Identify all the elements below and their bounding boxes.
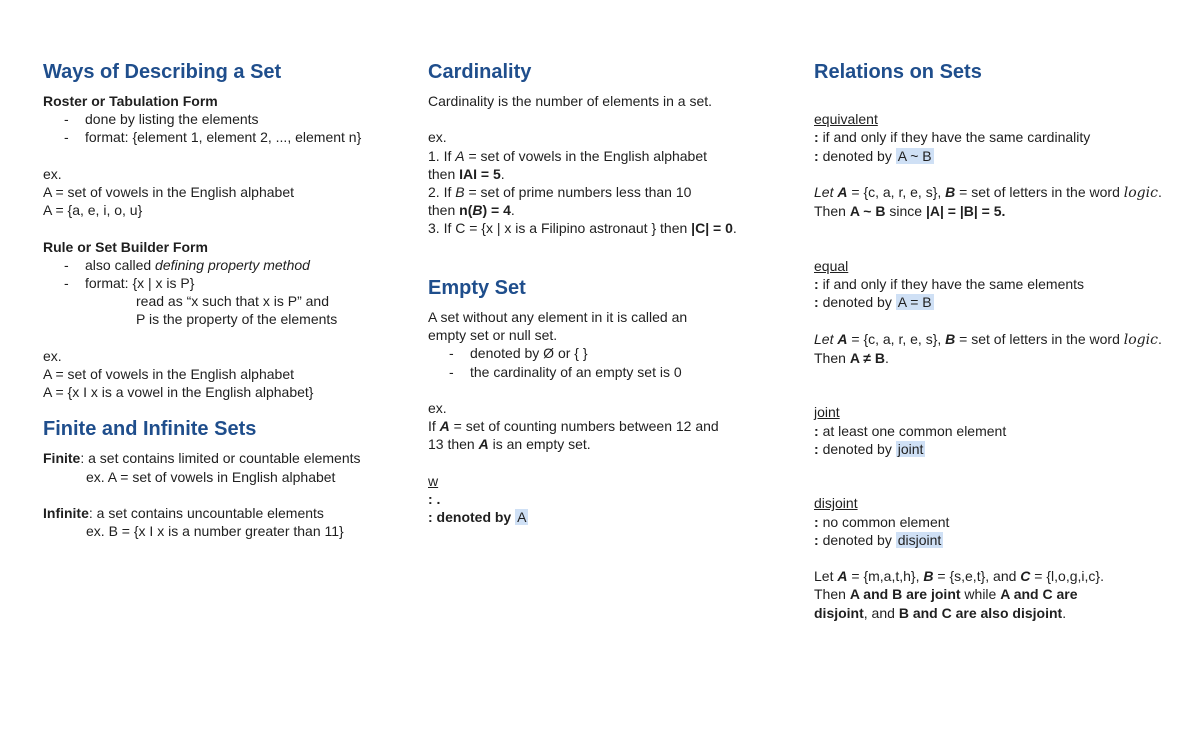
column-cardinality [428,58,788,526]
final-example-3: disjoint, and B and C are also disjoint. [814,604,1067,621]
cardinality-ex-2: 2. If B = set of prime numbers less than 10 [428,184,692,200]
equal-example-1: Let A = {c, a, r, e, s}, B = set of letters in the word logic. [814,330,1162,348]
empty-set-def-1: A set without any element in it is called an [428,308,688,325]
rule-ex-line-2: A = {x I x is a vowel in the English alphabet} [43,384,314,401]
roster-ex-line-1: A = set of vowels in the English alphabet [43,184,294,200]
equivalent-denoted: : denoted by A ~ B [814,147,932,164]
rule-read-line-1: read as “x such that x is P” and [136,293,329,310]
joint-def: : at least one common element [814,422,1007,439]
cardinality-intro: Cardinality is the number of elements in a set. [428,93,713,109]
roster-bullet-2: - format: {element 1, element 2, ..., element n} [43,128,403,146]
rule-bullet-1: - also called defining property method [43,256,403,274]
disjoint-denoted: : denoted by disjoint [814,531,942,548]
equal-example-2: Then A ≠ B. [814,349,889,366]
equivalent-example-2: Then A ~ B since |A| = |B| = 5. [814,203,1006,220]
empty-set-def-2: empty set or null set. [428,327,558,344]
w-colon: : . [428,490,441,507]
equivalent-term: equivalent [814,111,878,128]
final-example-1: Let A = {m,a,t,h}, B = {s,e,t}, and C = {l,o,g,i,c}. [814,568,1104,585]
roster-title: Roster or Tabulation Form [43,93,218,109]
final-example-2: Then A and B are joint while A and C are [814,586,1078,603]
equivalent-def: : if and only if they have the same cardinality [814,129,1091,146]
infinite-example: ex. B = {x I x is a number greater than 11} [86,523,344,540]
empty-ex-line-2: 13 then A is an empty set. [428,436,591,453]
w-denoted: : denoted by A [428,509,527,526]
rule-ex-label: ex. [43,347,62,364]
rule-title: Rule or Set Builder Form [43,238,208,255]
empty-ex-line-1: If A = set of counting numbers between 12 and [428,418,719,435]
roster-ex-label: ex. [43,165,62,182]
equal-denoted: : denoted by A = B [814,294,932,311]
disjoint-term: disjoint [814,495,858,512]
rule-read-line-2: P is the property of the elements [136,311,338,328]
w-symbol: A [517,509,527,526]
infinite-definition: Infinite: a set contains uncountable elements [43,505,324,521]
disjoint-def: : no common element [814,513,950,530]
section-heading-finite: Finite and Infinite Sets [43,418,257,441]
roster-bullet-1: - done by listing the elements [43,110,403,128]
w-term: w [428,472,439,489]
cardinality-ex-2-result: then n(B) = 4. [428,202,515,219]
equivalent-example-1: Let A = {c, a, r, e, s}, B = set of letters in the word logic. [814,183,1162,201]
section-heading-empty-set: Empty Set [428,276,526,299]
equal-term: equal [814,257,849,274]
cardinality-ex-3: 3. If C = {x | x is a Filipino astronaut } then |C| = 0. [428,220,737,237]
section-heading-cardinality: Cardinality [428,61,532,83]
joint-denoted: : denoted by joint [814,440,924,457]
roster-ex-line-2: A = {a, e, i, o, u} [43,202,143,219]
cardinality-ex-label: ex. [428,129,447,146]
rule-bullet-2: - format: {x | x is P} [43,274,403,292]
joint-term: joint [814,404,840,421]
section-heading-ways: Ways of Describing a Set [43,61,282,83]
empty-bullet-1: - denoted by Ø or { } [428,344,788,362]
empty-bullet-2: - the cardinality of an empty set is 0 [428,363,788,381]
cardinality-ex-1: 1. If A = set of vowels in the English alphabet [428,147,708,164]
empty-ex-label: ex. [428,399,447,416]
column-describing-sets [43,58,403,540]
rule-ex-line-1: A = set of vowels in the English alphabet [43,366,294,382]
section-heading-relations: Relations on Sets [814,61,982,83]
cardinality-ex-1-result: then IAI = 5. [428,165,505,182]
finite-definition: Finite: a set contains limited or countable elements [43,450,361,467]
equal-def: : if and only if they have the same elements [814,275,1085,292]
finite-example: ex. A = set of vowels in English alphabet [86,468,336,485]
column-relations [814,58,1184,622]
